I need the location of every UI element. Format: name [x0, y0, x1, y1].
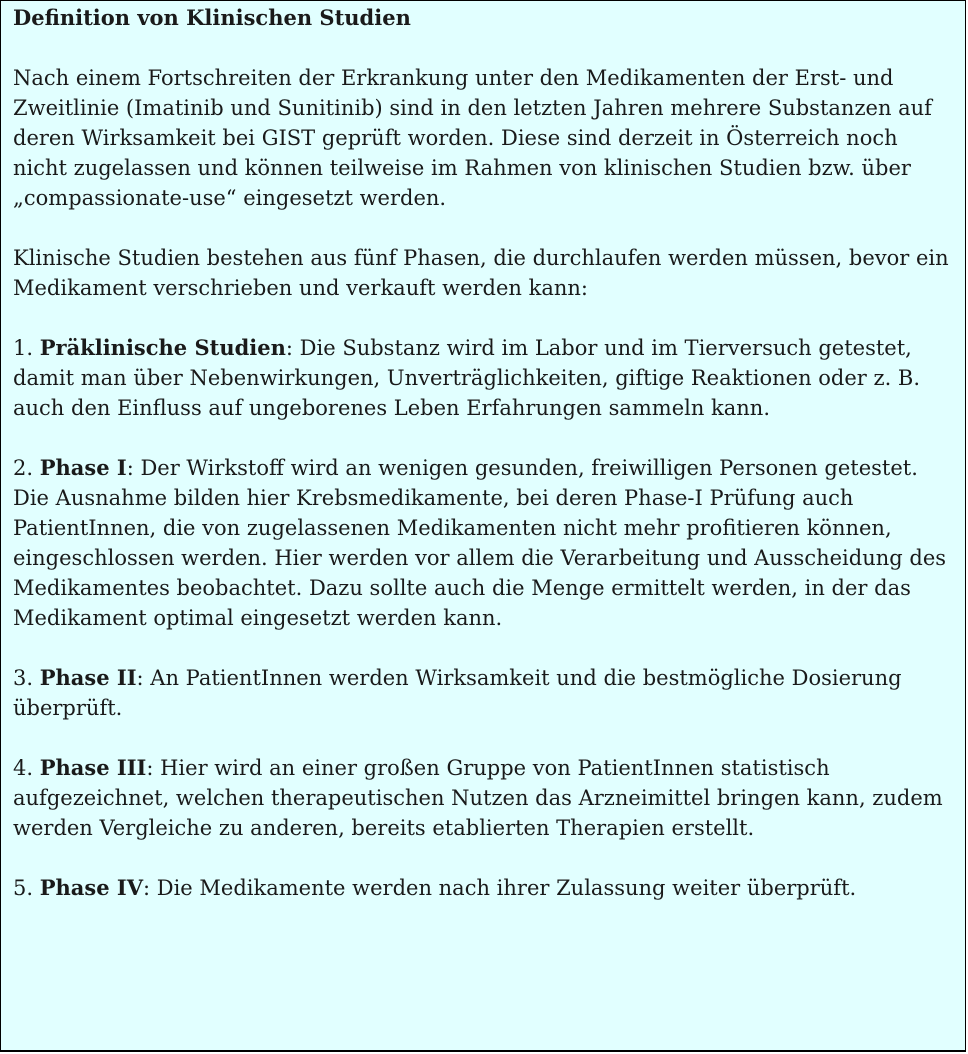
phase-description: : Der Wirkstoff wird an wenigen gesunden, freiwilligen Personen getestet. Die Ausnahme bilden hier Krebsmedikamente, bei deren Phase-I Prüfung auch PatientInnen, die von zugelassenen Medikamenten nicht mehr profitieren können, eingeschlossen werden. Hier werden vor allem die Verarbeitung und Ausscheidung des Medikamentes beobachtet. Dazu sollte auch die Menge ermittelt werden, in der das Medikament optimal eingesetzt werden kann. [13, 456, 947, 630]
phase-item-phase-2 [13, 663, 955, 723]
page-title: Definition von Klinischen Studien [13, 5, 411, 30]
phase-name: Präklinische Studien [39, 335, 286, 360]
phase-name: Phase I [39, 455, 127, 480]
phase-item-phase-4 [13, 873, 955, 903]
phase-name: Phase IV [39, 875, 143, 900]
phase-description: : Die Substanz wird im Labor und im Tierversuch getestet, damit man über Nebenwirkungen, Unverträglichkeiten, giftige Reaktionen oder z. B. auch den Einfluss auf ungeborenes Leben Erfahrungen sammeln kann. [13, 336, 921, 420]
phase-description: : Die Medikamente werden nach ihrer Zulassung weiter überprüft. [143, 876, 857, 900]
intro-paragraph: Nach einem Fortschreiten der Erkrankung unter den Medikamenten der Erst- und Zweitlinie (Imatinib und Sunitinib) sind in den letzten Jahren mehrere Substanzen auf deren Wirksamkeit bei GIST geprüft worden. Diese sind derzeit in Österreich noch nicht zugelassen und können teilweise im Rahmen von klinischen Studien bzw. über „compassionate-use“ eingesetzt werden. [13, 66, 932, 210]
phase-description: : An PatientInnen werden Wirksamkeit und die bestmögliche Dosierung überprüft. [13, 666, 902, 720]
phase-item-phase-1 [13, 453, 955, 633]
phases-intro-paragraph: Klinische Studien bestehen aus fünf Phasen, die durchlaufen werden müssen, bevor ein Medikament verschrieben und verkauft werden kann: [13, 246, 949, 300]
phase-item-preclinical [13, 333, 955, 423]
phase-item-phase-3 [13, 753, 955, 843]
phase-number: 1. [13, 336, 40, 360]
phase-name: Phase II [39, 665, 137, 690]
phase-number: 3. [13, 666, 40, 690]
phase-name: Phase III [39, 755, 147, 780]
phase-number: 4. [13, 756, 40, 780]
phase-description: : Hier wird an einer großen Gruppe von PatientInnen statistisch aufgezeichnet, welchen therapeutischen Nutzen das Arzneimittel bringen kann, zudem werden Vergleiche zu anderen, bereits etablierten Therapien erstellt. [13, 756, 943, 840]
phase-number: 2. [13, 456, 40, 480]
phase-number: 5. [13, 876, 40, 900]
